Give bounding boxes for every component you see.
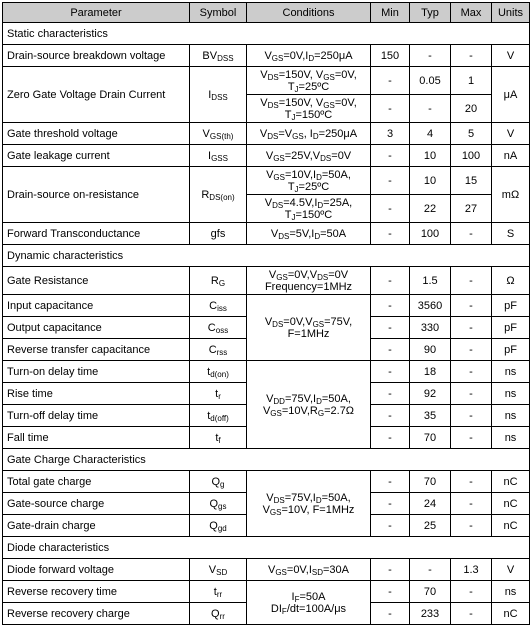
header-typ: Typ — [410, 3, 451, 23]
param-cell: Total gate charge — [3, 471, 190, 493]
min-cell: - — [371, 339, 410, 361]
param-cell: Drain-source on-resistance — [3, 167, 190, 223]
section-row — [3, 245, 530, 267]
table-row — [3, 267, 530, 295]
max-cell: - — [451, 383, 492, 405]
typ-cell: 18 — [410, 361, 451, 383]
param-cell: Gate leakage current — [3, 145, 190, 167]
unit-cell: ns — [492, 581, 530, 603]
symbol-cell: $I_{DSS}$ — [190, 67, 247, 123]
param-cell: Diode forward voltage — [3, 559, 190, 581]
param-cell: Gate threshold voltage — [3, 123, 190, 145]
unit-cell: mΩ — [492, 167, 530, 223]
header-max: Max — [451, 3, 492, 23]
symbol-cell: $t_{rr}$ — [190, 581, 247, 603]
min-cell: - — [371, 515, 410, 537]
unit-cell: nC — [492, 515, 530, 537]
min-cell: - — [371, 559, 410, 581]
unit-cell: V — [492, 45, 530, 67]
symbol-cell: $Q_g$ — [190, 471, 247, 493]
table-row — [3, 471, 530, 493]
typ-cell: 92 — [410, 383, 451, 405]
min-cell: - — [371, 603, 410, 625]
unit-cell: V — [492, 559, 530, 581]
max-cell: - — [451, 581, 492, 603]
table-row — [3, 145, 530, 167]
conditions-cell: $V_{DS}=V_{GS}$, $I_D=250\mu A$ — [247, 123, 371, 145]
max-cell: 5 — [451, 123, 492, 145]
section-row — [3, 537, 530, 559]
param-cell: Rise time — [3, 383, 190, 405]
typ-cell: 70 — [410, 471, 451, 493]
conditions-cell: $V_{DS}=150V$, $V_{GS}=0V$, $T_J=25ºC$ — [247, 67, 371, 95]
max-cell: 100 — [451, 145, 492, 167]
typ-cell: 22 — [410, 195, 451, 223]
max-cell: - — [451, 295, 492, 317]
unit-cell: V — [492, 123, 530, 145]
min-cell: - — [371, 361, 410, 383]
unit-cell: S — [492, 223, 530, 245]
min-cell: - — [371, 493, 410, 515]
min-cell: - — [371, 427, 410, 449]
min-cell: - — [371, 471, 410, 493]
param-cell: Fall time — [3, 427, 190, 449]
typ-cell: 70 — [410, 581, 451, 603]
max-cell: - — [451, 267, 492, 295]
param-cell: Zero Gate Voltage Drain Current — [3, 67, 190, 123]
param-cell: Drain-source breakdown voltage — [3, 45, 190, 67]
table-row — [3, 295, 530, 317]
min-cell: - — [371, 267, 410, 295]
typ-cell: 4 — [410, 123, 451, 145]
header-symbol: Symbol — [190, 3, 247, 23]
symbol-cell: $Q_{rr}$ — [190, 603, 247, 625]
typ-cell: 35 — [410, 405, 451, 427]
unit-cell: nC — [492, 471, 530, 493]
max-cell: - — [451, 471, 492, 493]
min-cell: - — [371, 405, 410, 427]
typ-cell: - — [410, 45, 451, 67]
unit-cell: ns — [492, 427, 530, 449]
symbol-cell: $t_{d(off)}$ — [190, 405, 247, 427]
param-cell: Gate Resistance — [3, 267, 190, 295]
conditions-cell: $V_{DS}=75V,I_D=50A$, $V_{GS}=10V$, F=1MHz — [247, 471, 371, 537]
min-cell: - — [371, 67, 410, 95]
max-cell: - — [451, 45, 492, 67]
max-cell: - — [451, 361, 492, 383]
header-row — [3, 3, 530, 23]
min-cell: - — [371, 223, 410, 245]
symbol-cell: $t_f$ — [190, 427, 247, 449]
section-row — [3, 23, 530, 45]
unit-cell: pF — [492, 295, 530, 317]
symbol-cell: $t_r$ — [190, 383, 247, 405]
typ-cell: 233 — [410, 603, 451, 625]
typ-cell: 330 — [410, 317, 451, 339]
max-cell: 20 — [451, 95, 492, 123]
param-cell: Reverse transfer capacitance — [3, 339, 190, 361]
section-title: Dynamic characteristics — [3, 245, 530, 267]
symbol-cell: $V_{SD}$ — [190, 559, 247, 581]
typ-cell: 25 — [410, 515, 451, 537]
typ-cell: 70 — [410, 427, 451, 449]
conditions-cell: $V_{DD}=75V,I_D=50A$, $V_{GS}=10V,R_G=2.7\Omega$ — [247, 361, 371, 449]
unit-cell: nC — [492, 493, 530, 515]
conditions-cell: $V_{GS}=0V,I_{SD}=30A$ — [247, 559, 371, 581]
symbol-cell: $V_{GS(th)}$ — [190, 123, 247, 145]
max-cell: - — [451, 603, 492, 625]
max-cell: - — [451, 515, 492, 537]
unit-cell: ns — [492, 361, 530, 383]
min-cell: - — [371, 383, 410, 405]
header-conditions: Conditions — [247, 3, 371, 23]
param-cell: Forward Transconductance — [3, 223, 190, 245]
max-cell: 15 — [451, 167, 492, 195]
typ-cell: 24 — [410, 493, 451, 515]
typ-cell: 90 — [410, 339, 451, 361]
typ-cell: 10 — [410, 145, 451, 167]
symbol-cell: $R_{DS(on)}$ — [190, 167, 247, 223]
typ-cell: 1.5 — [410, 267, 451, 295]
max-cell: 1 — [451, 67, 492, 95]
min-cell: - — [371, 581, 410, 603]
max-cell: - — [451, 493, 492, 515]
symbol-cell: $BV_{DSS}$ — [190, 45, 247, 67]
section-row — [3, 449, 530, 471]
min-cell: - — [371, 317, 410, 339]
max-cell: - — [451, 405, 492, 427]
symbol-cell: $R_G$ — [190, 267, 247, 295]
section-title: Gate Charge Characteristics — [3, 449, 530, 471]
table-row — [3, 167, 530, 195]
unit-cell: μA — [492, 67, 530, 123]
conditions-cell: $V_{DS}=150V$, $V_{GS}=0V$, $T_J=150ºC$ — [247, 95, 371, 123]
param-cell: Turn-off delay time — [3, 405, 190, 427]
header-units: Units — [492, 3, 530, 23]
max-cell: - — [451, 317, 492, 339]
min-cell: - — [371, 295, 410, 317]
typ-cell: 0.05 — [410, 67, 451, 95]
param-cell: Gate-source charge — [3, 493, 190, 515]
conditions-cell: $V_{GS}=25V,V_{DS}=0V$ — [247, 145, 371, 167]
symbol-cell: $t_{d(on)}$ — [190, 361, 247, 383]
table-row — [3, 559, 530, 581]
min-cell: - — [371, 195, 410, 223]
param-cell: Gate-drain charge — [3, 515, 190, 537]
conditions-cell: $V_{DS}=0V,V_{GS}=75V$, F=1MHz — [247, 295, 371, 361]
typ-cell: - — [410, 95, 451, 123]
unit-cell: nC — [492, 603, 530, 625]
unit-cell: nA — [492, 145, 530, 167]
symbol-cell: $Q_{gs}$ — [190, 493, 247, 515]
param-cell: Reverse recovery time — [3, 581, 190, 603]
unit-cell: pF — [492, 317, 530, 339]
symbol-cell: gfs — [190, 223, 247, 245]
table-row — [3, 45, 530, 67]
table-row — [3, 581, 530, 603]
min-cell: - — [371, 145, 410, 167]
table-row — [3, 223, 530, 245]
conditions-cell: $V_{GS}=0V,I_D=250\mu A$ — [247, 45, 371, 67]
conditions-cell: $I_F=50A$ $DI_F/dt=100A/\mu s$ — [247, 581, 371, 625]
section-title: Static characteristics — [3, 23, 530, 45]
typ-cell: - — [410, 559, 451, 581]
typ-cell: 100 — [410, 223, 451, 245]
typ-cell: 3560 — [410, 295, 451, 317]
unit-cell: Ω — [492, 267, 530, 295]
param-cell: Output capacitance — [3, 317, 190, 339]
max-cell: - — [451, 223, 492, 245]
header-min: Min — [371, 3, 410, 23]
symbol-cell: $I_{GSS}$ — [190, 145, 247, 167]
section-title: Diode characteristics — [3, 537, 530, 559]
table-row — [3, 67, 530, 95]
unit-cell: pF — [492, 339, 530, 361]
symbol-cell: $C_{iss}$ — [190, 295, 247, 317]
unit-cell: ns — [492, 405, 530, 427]
max-cell: - — [451, 427, 492, 449]
conditions-cell: $V_{DS}=4.5V,I_D=25A$, $T_J=150ºC$ — [247, 195, 371, 223]
min-cell: - — [371, 167, 410, 195]
param-cell: Input capacitance — [3, 295, 190, 317]
typ-cell: 10 — [410, 167, 451, 195]
conditions-cell: $V_{GS}=0V,V_{DS}=0V$ Frequency=1MHz — [247, 267, 371, 295]
table-row — [3, 361, 530, 383]
max-cell: 1.3 — [451, 559, 492, 581]
symbol-cell: $Q_{gd}$ — [190, 515, 247, 537]
min-cell: - — [371, 95, 410, 123]
conditions-cell: $V_{DS}=5V,I_D=50A$ — [247, 223, 371, 245]
conditions-cell: $V_{GS}=10V,I_D=50A$, $T_J=25ºC$ — [247, 167, 371, 195]
electrical-characteristics-table — [2, 2, 530, 625]
param-cell: Turn-on delay time — [3, 361, 190, 383]
min-cell: 150 — [371, 45, 410, 67]
symbol-cell: $C_{rss}$ — [190, 339, 247, 361]
unit-cell: ns — [492, 383, 530, 405]
table-row — [3, 123, 530, 145]
max-cell: - — [451, 339, 492, 361]
header-parameter: Parameter — [3, 3, 190, 23]
symbol-cell: $C_{oss}$ — [190, 317, 247, 339]
max-cell: 27 — [451, 195, 492, 223]
min-cell: 3 — [371, 123, 410, 145]
param-cell: Reverse recovery charge — [3, 603, 190, 625]
